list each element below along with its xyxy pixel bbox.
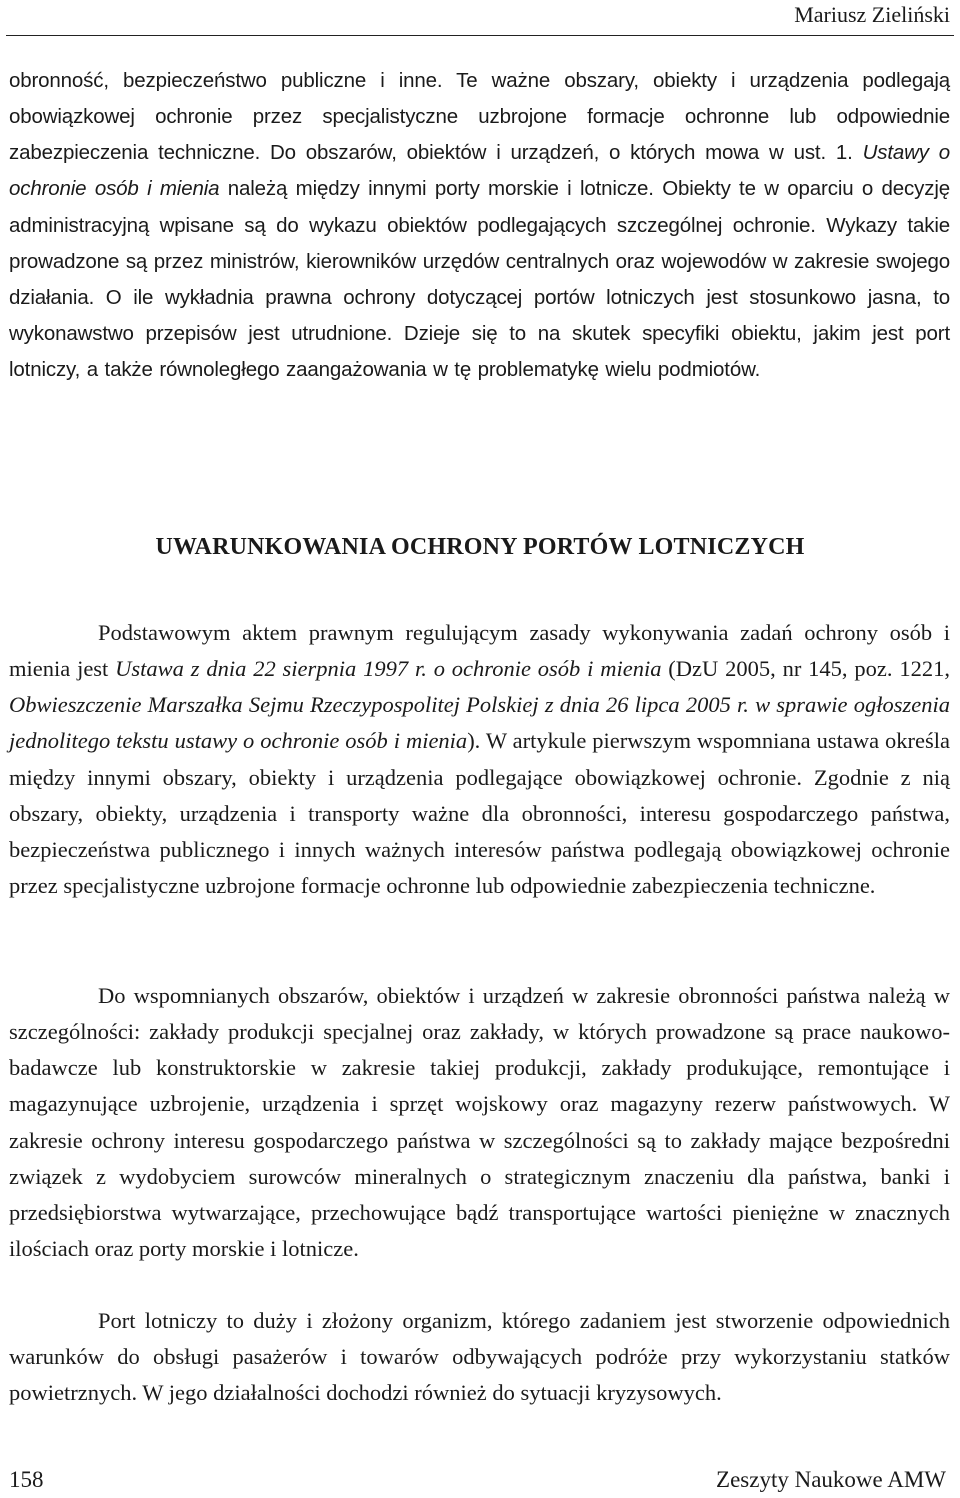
- intro-text-1: obronność, bezpieczeństwo publiczne i inne. Te ważne obszary, obiekty i urządzenia podlegają obowiązkowej ochronie przez specjalistyczne uzbrojone formacje ochronne lub odpowiednie zabezpieczenia techniczne. Do obszarów, obiektów i urządzeń, o których mowa w ust. 1.: [9, 69, 950, 165]
- header-rule: [6, 35, 954, 36]
- paragraph-airport-definition: Port lotniczy to duży i złożony organizm, którego zadaniem jest stworzenie odpowiednich warunków do obsługi pasażerów i towarów odbywających podróże przy wykorzystaniu statków powietrznych. W jego działalności dochodzi również do sytuacji kryzysowych.: [9, 1308, 950, 1406]
- section-heading: UWARUNKOWANIA OCHRONY PORTÓW LOTNICZYCH: [155, 534, 805, 560]
- intro-text-2: należą między innymi porty morskie i lotnicze. Obiekty te w oparciu o decyzję administracyjną wpisane są do wykazu obiektów podlegających szczególnej ochronie. Wykazy takie prowadzone są przez ministrów, kierowników urzędów centralnych oraz wojewodów w zakresie swojego działania. O ile wykładnia prawna ochrony dotyczącej portów lotniczych jest stosunkowo jasna, to wykonawstwo przepisów jest utrudnione. Dzieje się to na skutek specyfiki obiektu, jakim jest port lotniczy, a także równoległego zaangażowania w tę problematykę wielu podmiotów.: [9, 177, 950, 382]
- intro-paragraph: [9, 63, 950, 388]
- paragraph-1-text-a: Podstawowym aktem prawnym regulującym zasady wykonywania zadań ochrony osób i mienia jest: [9, 620, 950, 682]
- paragraph-1-italic-announcement: Obwieszczenie Marszałka Sejmu Rzeczypospolitej Polskiej z dnia 26 lipca 2005 r. w sprawie ogłoszenia jednolitego tekstu ustawy o ochronie osób i mienia: [9, 692, 950, 754]
- paragraph-legal-basis: [9, 615, 950, 904]
- paragraph-1-text-c: ). W artykule pierwszym wspomniana ustawa określa między innymi obszary, obiekty i urządzenia podlegające obowiązkowej ochronie. Zgodnie z nią obszary, obiekty, urządzenia i transporty ważne dla obronności, interesu gospodarczego państwa, bezpieczeństwa publicznego i innych ważnych interesów państwa podlegają obowiązkowej ochronie przez specjalistyczne uzbrojone formacje ochronne lub odpowiednie zabezpieczenia techniczne.: [9, 728, 950, 899]
- paragraph-1-italic-act: Ustawa z dnia 22 sierpnia 1997 r. o ochronie osób i mienia: [115, 656, 662, 682]
- paragraph-1-text-b: (DzU 2005, nr 145, poz. 1221,: [661, 656, 950, 682]
- paragraph-defense-objects: Do wspomnianych obszarów, obiektów i urządzeń w zakresie obronności państwa należą w szczególności: zakłady produkcji specjalnej oraz zakłady, w których prowadzone są prace naukowo-badawcze lub konstruktorskie w zakresie takiej produkcji, zakłady produkujące, remontujące i magazynujące uzbrojenie, urządzenia i sprzęt wojskowy oraz magazyny rezerw państwowych. W zakresie ochrony interesu gospodarczego państwa w szczególności są to zakłady mające bezpośredni związek z wydobyciem surowców mineralnych o strategicznym znaczeniu dla państwa, banki i przedsiębiorstwa wytwarzające, przechowujące bądź transportujące wartości pieniężne w znacznych ilościach oraz porty morskie i lotnicze.: [9, 983, 950, 1262]
- page-number: 158: [9, 1467, 44, 1492]
- journal-name: Zeszyty Naukowe AMW: [716, 1467, 946, 1492]
- intro-italic-act-title: Ustawy o ochronie osób i mienia: [9, 141, 950, 201]
- running-header-author: Mariusz Zieliński: [794, 2, 950, 27]
